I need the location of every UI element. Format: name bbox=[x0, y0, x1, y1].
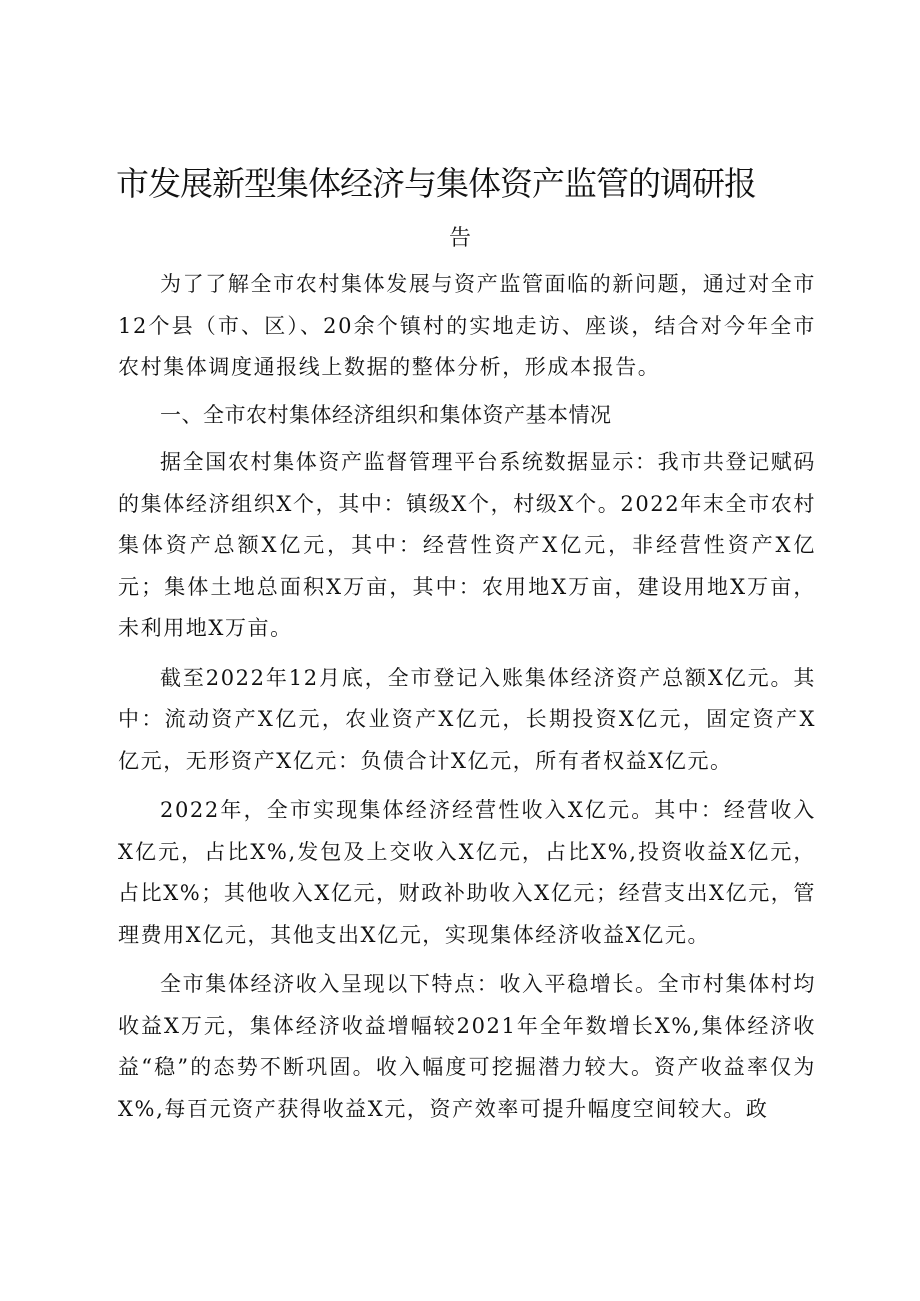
paragraph-2: 截至2022年12月底，全市登记入账集体经济资产总额X亿元。其中：流动资产X亿元，农业资产X亿元，长期投资X亿元，固定资产X亿元，无形资产X亿元：负债合计X亿元，所有者权益X亿元。 bbox=[118, 665, 816, 773]
paragraph-4: 全市集体经济收入呈现以下特点：收入平稳增长。全市村集体村均收益X万元，集体经济收益增幅较2021年全年数增长X%,集体经济收益“稳”的态势不断巩固。收入幅度可挖掘潜力较大。资产收益率仅为X%,每百元资产获得收益X元，资产效率可提升幅度空间较大。政 bbox=[118, 972, 816, 1121]
document-body bbox=[118, 264, 816, 1130]
document-title-continuation: 告 bbox=[448, 226, 471, 251]
intro-paragraph: 为了了解全市农村集体发展与资产监管面临的新问题，通过对全市12个县（市、区）、20余个镇村的实地走访、座谈，结合对今年全市农村集体调度通报线上数据的整体分析，形成本报告。 bbox=[118, 272, 816, 379]
paragraph-1: 据全国农村集体资产监督管理平台系统数据显示：我市共登记赋码的集体经济组织X个，其中：镇级X个，村级X个。2022年末全市农村集体资产总额X亿元，其中：经营性资产X亿元，非经营性资产X亿元；集体土地总面积X万亩，其中：农用地X万亩，建设用地X万亩，未利用地X万亩。 bbox=[118, 450, 816, 640]
section-heading-1: 一、全市农村集体经济组织和集体资产基本情况 bbox=[160, 402, 612, 427]
paragraph-3: 2022年，全市实现集体经济经营性收入X亿元。其中：经营收入X亿元，占比X%,发包及上交收入X亿元，占比X%,投资收益X亿元，占比X%；其他收入X亿元，财政补助收入X亿元；经营支出X亿元，管理费用X亿元，其他支出X亿元，实现集体经济收益X亿元。 bbox=[118, 798, 816, 947]
document-title: 市发展新型集体经济与集体资产监管的调研报 bbox=[116, 164, 756, 203]
